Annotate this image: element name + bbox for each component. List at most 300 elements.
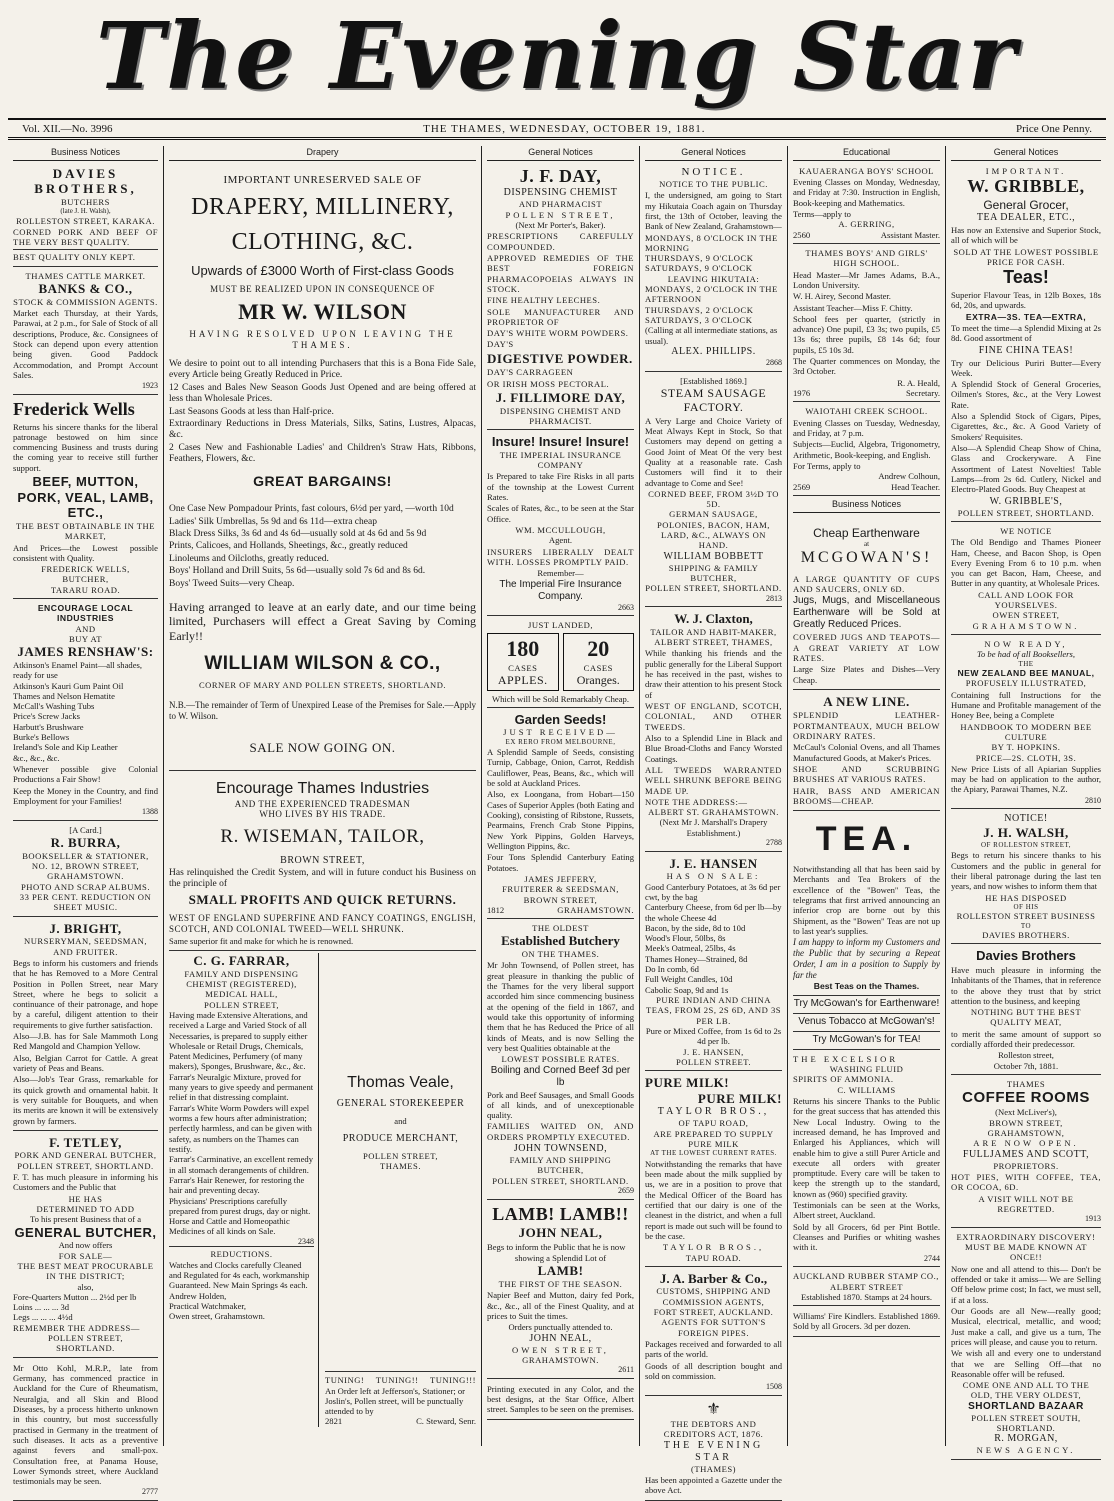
ad-number: 1812 — [487, 904, 505, 915]
ad-line: POLLEN STREET, SHORTLAND. — [645, 583, 782, 594]
ad-signature: C. WILLIAMS — [837, 1084, 896, 1095]
ad-body: SHOE AND SCRUBBING BRUSHES AT VARIOUS RATES. — [793, 763, 940, 785]
ad-line: GRAHAMSTOWN. — [522, 1354, 599, 1365]
ad-title: J. F. DAY, — [519, 165, 602, 186]
ad-j-bright — [13, 919, 158, 1131]
ad-line: [Established 1869.] — [680, 375, 747, 386]
ad-body: Has been appointed a Gazette under the above Act. — [645, 1475, 782, 1496]
ad-body: HOT PIES, WITH COFFEE, TEA, OR COCOA, 6D. — [951, 1171, 1101, 1193]
ad-line: SOLE MANUFACTURER AND PROPRIETOR OF — [487, 306, 634, 327]
ad-high-school — [793, 246, 940, 402]
ad-just-landed — [487, 618, 634, 708]
ad-line: ROLLESTON STREET BUSINESS — [956, 911, 1096, 922]
column-3 — [482, 146, 640, 1446]
ad-title: Established Butchery — [501, 933, 620, 949]
ad-body: A Splendid Stock of General Groceries, Oilmen's Stores, &c., at the Very Lowest Rate. — [951, 379, 1101, 410]
ad-line: A VISIT WILL NOT BE REGRETTED. — [978, 1193, 1074, 1214]
ad-title: SHORTLAND BAZAAR — [968, 1400, 1084, 1412]
ad-title: Thomas Veale, — [347, 1074, 454, 1092]
ad-wj-claxton — [645, 609, 782, 851]
volume-number: Vol. XII.—No. 3996 — [22, 122, 113, 135]
ad-line: ON THE THAMES. — [521, 949, 600, 960]
ad-line: TUNING!! — [375, 1375, 419, 1386]
ad-line: IMPORTANT UNRESERVED SALE OF — [223, 173, 422, 186]
ad-line: ENCOURAGE LOCAL INDUSTRIES — [37, 603, 134, 624]
ad-line: (Calling at all intermediate stations, as usual). — [645, 325, 778, 346]
ad-line: BROWN STREET, — [280, 854, 365, 866]
list-item: Price's Screw Jacks — [13, 711, 80, 722]
ad-body: Have much pleasure in informing the Inhabitants of the Thames, that in reference to the above they trust that by strict attention to the business, and keeping — [951, 964, 1101, 1006]
ad-line: FORT STREET, AUCKLAND. — [653, 1307, 774, 1318]
ad-line: HAVING RESOLVED UPON LEAVING THE THAMES. — [189, 329, 456, 351]
ad-line: THE BEST OBTAINABLE IN THE MARKET, — [16, 520, 155, 542]
ad-title: Cheap Earthenware — [813, 525, 920, 540]
price-line: Bacon, by the side, 8d to 10d — [645, 922, 746, 933]
ad-line: (Next Mr Porter's, Baker). — [515, 220, 606, 231]
ad-line: NOTHING BUT THE BEST QUALITY MEAT, — [970, 1007, 1082, 1028]
ad-line: SALE NOW GOING ON. — [249, 739, 396, 755]
seeds-footer — [487, 905, 634, 915]
column-heading: Business Notices — [13, 146, 158, 161]
ad-signature: A. GERRING, — [838, 219, 895, 230]
ad-line: PROPRIETORS. — [993, 1160, 1059, 1171]
ad-frederick-wells — [13, 397, 158, 599]
royal-crest-icon: ⚜ — [706, 1400, 721, 1418]
list-item: McCall's Washing Tubs — [13, 701, 95, 712]
price-line: Loins ... ... ... 3d — [13, 1302, 70, 1313]
ad-line: TAYLOR BROS., — [657, 1106, 770, 1118]
ad-f-tetley — [13, 1133, 158, 1358]
ad-body: to merit the same amount of support so cordially afforded their predecessor. — [951, 1028, 1101, 1050]
ad-body: While thanking his friends and the public generally for the Liberal Support he has received in the past, wishes to draw their attention to his present Stock of — [645, 648, 782, 700]
ad-line: Secretary. — [905, 388, 940, 399]
ad-title: NEW ZEALAND BEE MANUAL, — [957, 668, 1095, 679]
ad-imperial-insurance — [487, 432, 634, 616]
ad-r-burra — [13, 823, 158, 917]
ad-number: 2810 — [1085, 795, 1101, 805]
price-line: Thames Honey—Strained, 8d — [645, 953, 748, 964]
ad-line: GRAHAMSTOWN. — [557, 904, 634, 915]
ad-line: PRODUCE MERCHANT, — [342, 1132, 459, 1144]
ad-line: JUST LANDED, — [527, 620, 594, 631]
ad-mcgowans-tea — [793, 813, 940, 1049]
ad-line: SHORTLAND. — [56, 1343, 115, 1354]
ad-body: Pork and Beef Sausages, and Small Goods of all kinds, and of unexceptionable quality. — [487, 1089, 634, 1121]
ad-line: COME ONE AND ALL TO THE OLD, THE VERY OLDEST, — [962, 1380, 1090, 1401]
ad-line: ROLLESTON STREET, KARAKA. — [16, 215, 155, 226]
ad-body: Try our Delicious Puriri Butter—Every Week. — [951, 357, 1101, 378]
price-line: Good Canterbury Potatoes, at 3s 6d per cwt, by the bag — [645, 881, 781, 902]
ad-title: A NEW LINE. — [823, 693, 910, 709]
ad-line: POLLEN STREET, — [203, 999, 280, 1010]
ad-signature: R. MORGAN, — [994, 1433, 1058, 1445]
ad-line: Oranges. — [576, 673, 620, 688]
ad-line: THAMES CATTLE MARKET. — [25, 270, 146, 281]
ad-title: Encourage Thames Industries — [215, 780, 430, 798]
ad-body: Printing executed in any Color, and the best designs, at the Star Office, Albert street. Samples to be seen on the premises. — [487, 1383, 634, 1415]
ad-line: NURSERYMAN, SEEDSMAN, AND FRUITER. — [24, 936, 147, 957]
column-4 — [640, 146, 788, 1496]
ad-line: WEST OF ENGLAND SUPERFINE AND FANCY COATINGS, ENGLISH, SCOTCH, AND COLONIAL TWEED—WELL SHRUNK. — [169, 913, 476, 935]
ad-line: AGENTS FOR SUTTON'S FOREIGN PIPES. — [661, 1317, 766, 1338]
ad-line: Head Teacher. — [891, 481, 940, 492]
ad-signature: C. Steward, Senr. — [416, 1416, 476, 1427]
ad-line: ARE PREPARED TO SUPPLY PURE MILK — [653, 1128, 774, 1150]
list-item: Harbutt's Brushware — [13, 721, 84, 732]
ad-body: Returns his sincere thanks for the liberal patronage bestowed on him since commencing Business and trusts during the coming year to receive still further support. — [13, 421, 158, 473]
ad-kauaeranga-school — [793, 164, 940, 244]
ad-body: Farrar's Carminative, an excellent remedy in all stomach derangements of children. — [169, 1154, 313, 1175]
ad-body: Has now an Extensive and Superior Stock, all of which will be — [951, 225, 1101, 246]
ad-line: Try McGowan's for TEA! — [793, 1031, 940, 1046]
ad-title: WAIOTAHI CREEK SCHOOL. — [805, 406, 928, 417]
ad-ja-barber — [645, 1269, 782, 1396]
ad-number: 1508 — [766, 1382, 782, 1392]
ad-number: 2659 — [618, 1186, 634, 1195]
price-line: Boys' Holland and Drill Suits, 5s 6d—usually sold 7s 6d and 8s 6d. — [169, 566, 426, 577]
ad-line: OF HIS — [1013, 902, 1039, 911]
price-line: PURE INDIAN AND CHINA TEAS, FROM 2S, 2S 6D, AND 3S PER LB. — [645, 995, 782, 1026]
ad-line: IMPORTANT. — [985, 165, 1067, 176]
ad-line: The Imperial Fire Insurance Company. — [499, 578, 622, 602]
ad-body: Sold by all Grocers, 6d per Pint Bottle. Cleanses and Purifies or whiting washes with it. — [793, 1221, 940, 1253]
ad-title: PURE MILK! — [645, 1075, 730, 1091]
ad-body: Notwithstanding all that has been said by Merchants and Tea Brokers of the excellence of the "Bowen" Teas, the telegrams that first arrived announcing an inferior crop are borne out by this Shipment, as the "Bowen" Teas are not up to last year's supplies. — [793, 864, 940, 936]
ad-line: THAMES — [1006, 1079, 1046, 1090]
ad-line: W. H. Airey, Second Master. — [793, 291, 891, 302]
ad-line: (Next McLiver's), — [995, 1107, 1057, 1118]
ad-body: Evening Classes on Tuesday, Wednesday, and Friday, at 7 p.m. — [793, 417, 940, 438]
ad-body: Also—Job's Tear Grass, remarkable for its quick growth and ornamental habit. It is very suitable for Bouquets, and when its merits are known it will be extensively grown by farmers. — [13, 1074, 158, 1126]
ad-cg-farrar — [169, 953, 319, 1427]
ad-line: MUST BE REALIZED UPON IN CONSEQUENCE OF — [210, 284, 435, 295]
ad-signature: WM. MCCULLOUGH, — [515, 524, 606, 535]
column-1 — [8, 146, 164, 1497]
price-line: Fore-Quarters Mutton ... 2½d per lb — [13, 1291, 137, 1302]
ad-title: STEAM SAUSAGE FACTORY. — [660, 385, 767, 415]
ad-body: Goods of all description bought and sold on commission. — [645, 1360, 782, 1381]
ad-body: New Price Lists of all Apiarian Supplies may be had on application to the author, the Apiary, Parawai Thames, N.Z. — [951, 763, 1101, 795]
ad-body: Our Goods are all New—really good; Musical, electrical, metallic, and wood; Just make a call, and give us a turn, The prices will please, and cause you to return. — [951, 1305, 1101, 1347]
ad-body: Has relinquished the Credit System, and will in future conduct his Business on the principle of — [169, 867, 476, 890]
ad-line: TARARU ROAD. — [50, 584, 121, 595]
ad-title: DAVIES BROTHERS, — [34, 165, 137, 197]
column-5 — [788, 146, 946, 1446]
ad-line: OWEN STREET, — [512, 1344, 609, 1355]
ad-line: POLLEN STREET. — [675, 1056, 752, 1067]
ad-line: Best Teas on the Thames. — [813, 981, 920, 992]
ad-body: I, the undersigned, am going to Start my Hikutaia Coach again on Thursday first, the 13th of October, leaving the Bank of New Zealand, Grahamstown— — [645, 190, 782, 232]
ad-line: POLLEN STREET, — [362, 1150, 439, 1161]
ad-line: TO — [1020, 921, 1032, 930]
ad-body: Having arranged to leave at an early date, and our time being limited, Purchasers will effect a Great Saving by Coming Early!! — [169, 600, 476, 643]
ad-line: DAY'S WHITE WORM POWDERS. — [487, 328, 629, 339]
ad-body: The Quarter commences on Monday, the 3rd October. — [793, 356, 940, 377]
timetable-line: MONDAYS, 2 O'CLOCK IN THE AFTERNOON — [645, 284, 778, 305]
ad-line: DAVIES BROTHERS. — [982, 930, 1070, 940]
ad-line: SHIPPING & FAMILY BUTCHER, — [668, 562, 759, 584]
price-line: Black Dress Silks, 3s 6d and 4s 6d—usually sold at 4s 6d and 5s 9d — [169, 529, 427, 540]
ad-line: And now offers — [58, 1240, 113, 1251]
ad-line: FINE HEALTHY LEECHES. — [487, 295, 601, 306]
ad-line: Assistant Master. — [880, 229, 940, 240]
ad-line: DAY'S CARRAGEEN — [487, 367, 574, 378]
ad-body: Physicians' Prescriptions carefully prepared from purest drugs, day or night. — [169, 1195, 311, 1216]
ad-body: Market each Thursday, at their Yards, Parawai, at 2 p.m., for Sale of Stock of all descriptions, Produce, &c. Consignees of Stock can depend upon every attention being given. Good Paddock Accommodation, and Prompt Account Sales. — [13, 308, 158, 381]
ad-line: SMALL PROFITS AND QUICK RETURNS. — [188, 891, 457, 907]
ad-line: REMEMBER THE ADDRESS— — [13, 1322, 140, 1333]
ad-number: 2560 — [793, 229, 811, 240]
ad-line: CORNED PORK AND BEEF OF THE VERY BEST QUALITY. — [13, 227, 158, 248]
ad-line: DIGESTIVE POWDER. — [487, 350, 633, 366]
ad-body: Begs to return his sincere thanks to his Customers and the public in general for their liberal patronage during the last ten years, and now wishes to inform them that — [951, 850, 1101, 892]
timetable-line: MONDAYS, 8 O'CLOCK IN THE MORNING — [645, 232, 778, 253]
ad-thomas-veale — [325, 953, 476, 1427]
ad-line: [A Card.] — [69, 824, 102, 835]
ad-title: J. BRIGHT, — [49, 920, 122, 936]
column-heading: General Notices — [645, 146, 782, 161]
ad-body: 12 Cases and Bales New Season Goods Just Opened and are being offered at less than Wholesale Prices. — [169, 382, 476, 405]
ad-signature: Andrew Holden, — [169, 1290, 227, 1301]
ad-title: THAMES BOYS' AND GIRLS' HIGH SCHOOL. — [805, 247, 928, 269]
ad-line: OF ROLLESTON STREET, — [980, 840, 1072, 849]
ad-line: LOWEST POSSIBLE RATES. — [501, 1054, 620, 1065]
ad-line: DISPENSING CHEMIST — [503, 187, 618, 199]
ad-body: Testimonials can be seen at the Works, Albert street, Auckland. — [793, 1200, 940, 1221]
ad-title: KAUAERANGA BOYS' SCHOOL — [799, 165, 934, 176]
price-line: Pure or Mixed Coffee, from 1s 6d to 2s 4d per lb. — [645, 1025, 782, 1047]
ad-title: R. BURRA, — [50, 835, 121, 851]
ad-sausage-factory — [645, 374, 782, 608]
ad-title: TEA. — [815, 820, 918, 859]
issue-date: THE THAMES, WEDNESDAY, OCTOBER 19, 1881. — [423, 122, 706, 135]
fruit-boxes — [487, 633, 634, 690]
ad-body: School fees per quarter, (strictly in advance) One pupil, £3 3s; two pupils, £5 13s 6s; three pupils, £8 14s 6d; four pupils, £5 10s 3d. — [793, 313, 940, 355]
ad-title: J. FILLIMORE DAY, — [495, 389, 626, 405]
ad-title: J. H. WALSH, — [983, 825, 1069, 841]
ad-pure-milk — [645, 1073, 782, 1267]
ad-w-gribble — [951, 164, 1101, 522]
ad-line: also, — [77, 1281, 94, 1292]
ad-line: October 7th, 1881. — [993, 1060, 1059, 1071]
ad-line: PHOTO AND SCRAP ALBUMS. — [21, 881, 150, 892]
ad-body: HAIR, BASS AND AMERICAN BROOMS—CHEAP. — [793, 785, 940, 806]
ad-line: FRUITERER & SEEDSMAN, — [502, 884, 619, 895]
ad-line: GENERAL BUTCHER, — [14, 1224, 157, 1240]
ad-title: W. GRIBBLE, — [967, 176, 1085, 197]
ad-line: CORNER OF MARY AND POLLEN STREETS, SHORTLAND. — [199, 679, 446, 690]
ad-line: TAILOR AND HABIT-MAKER, — [650, 626, 777, 637]
ad-line: LAMB! — [537, 1263, 584, 1279]
high-footer — [793, 388, 940, 398]
ad-line: GRAHAMSTOWN. — [47, 871, 124, 882]
ad-body: 2 Cases New and Fashionable Ladies' and Children's Straw Hats, Ribbons, Feathers, Flowers, &c. — [169, 442, 476, 465]
ad-signature: ALEX. PHILLIPS. — [671, 345, 756, 357]
ad-body: Also, Belgian Carrot for Cattle. A great variety of Peas and Beans. — [13, 1052, 158, 1073]
ad-line: (Next Mr J. Marshall's Drapery Establishment.) — [659, 817, 768, 838]
ad-line: TAPU ROAD. — [685, 1252, 742, 1263]
ad-title: PURE MILK! — [697, 1090, 782, 1106]
ad-line: THE OLDEST — [532, 923, 589, 934]
ad-title: Davies Brothers — [976, 948, 1076, 964]
ad-line: 33 PER CENT. REDUCTION ON SHEET MUSIC. — [19, 892, 152, 913]
ad-number: 2777 — [142, 1487, 158, 1497]
ad-line: Established 1870. Stamps at 24 hours. — [800, 1291, 933, 1302]
ad-body: Watches and Clocks carefully Cleaned and Regulated for 4s each, workmanship Guaranteed. New Main Springs 4s each. — [169, 1259, 310, 1291]
ad-signature: W. GRIBBLE'S, — [989, 495, 1063, 507]
ad-body: Evening Classes on Monday, Wednesday, and Friday at 7:30. Instruction in English, Book-keeping and Mathematics. — [793, 177, 940, 208]
ad-line: EX RERO FROM MELBOURNE, — [505, 737, 616, 746]
ad-signature: JOHN TOWNSEND, — [513, 1143, 608, 1155]
tuning-headings — [325, 1375, 476, 1385]
masthead — [0, 0, 1114, 112]
price-line: Ladies' Silk Umbrellas, 5s 9d and 6s 11d—extra cheap — [169, 516, 377, 527]
ad-line: Practical Watchmaker, — [169, 1300, 247, 1311]
ad-line: HANDBOOK TO MODERN BEE CULTURE — [960, 721, 1092, 742]
ad-line: Teas! — [1003, 267, 1049, 288]
wai-footer — [793, 482, 940, 492]
ad-body: Jugs, Mugs, and Miscellaneous Earthenware will be Sold at Greatly Reduced Prices. — [793, 595, 940, 631]
ad-wilson-drapery-sale — [169, 164, 476, 772]
list-item: Atkinson's Enamel Paint—all shades, ready for use — [13, 659, 143, 681]
ad-fire-kindlers — [793, 1308, 940, 1337]
ad-townsend-butchery — [487, 921, 634, 1199]
ad-number: 1976 — [793, 388, 811, 399]
ad-line: Orders punctually attended to. — [508, 1322, 613, 1333]
ad-line: NOTICE TO THE PUBLIC. — [659, 178, 768, 189]
ad-tuning — [325, 1371, 476, 1427]
ad-body: Farrar's Neuralgic Mixture, proved for many years to give speedy and permanent relief in that distressing complaint. — [169, 1071, 314, 1103]
ad-line: FINE CHINA TEAS! — [978, 344, 1074, 356]
ad-body: Scales of Rates, &c., to be seen at the Star Office. — [487, 503, 634, 524]
ad-line: BEST QUALITY ONLY KEPT. — [13, 249, 158, 262]
ad-line: AND PHARMACIST — [518, 199, 603, 210]
ad-jh-walsh — [951, 811, 1101, 944]
ad-title: THE EXCELSIOR — [793, 1053, 899, 1064]
ad-body: We desire to point out to all intending Purchasers that this is a Bona Fide Sale, every Article being Greatly Reduced in Price. — [169, 358, 476, 381]
ad-body: Horse and Cattle and Homeopathic Medicines of all kinds on Sale. — [169, 1216, 290, 1237]
ad-title: R. WISEMAN, TAILOR, — [220, 826, 425, 848]
ad-line: JOHN NEAL, — [518, 1225, 603, 1241]
case-count: 20 — [587, 636, 610, 662]
ad-line: CUSTOMS, SHIPPING AND COMMISSION AGENTS, — [656, 1286, 771, 1307]
ad-line: AT THE LOWEST CURRENT RATES. — [650, 1149, 777, 1158]
ad-title: DRAPERY, MILLINERY, — [191, 193, 454, 220]
ad-line: showing a Splendid Lot of — [514, 1253, 607, 1264]
ad-line: THE IMPERIAL INSURANCE COMPANY — [499, 449, 622, 471]
ad-body: A LARGE QUANTITY OF CUPS AND SAUCERS, ONLY 6D. — [793, 573, 940, 594]
ad-number: 2744 — [924, 1253, 940, 1263]
price-line: Canterbury Cheese, from 6d per lb—by the whole Cheese 4d — [645, 902, 782, 923]
ad-line: CASES — [583, 662, 613, 673]
ad-line: JUST RECEIVED— — [503, 727, 618, 738]
ad-line: For Terms, apply to — [793, 460, 861, 471]
price-line: Full Weight Candles, 10d — [645, 974, 733, 985]
tuning-footer — [325, 1416, 476, 1426]
ad-line: THE BEST MEAT PROCURABLE IN THE DISTRICT; — [17, 1260, 154, 1282]
ad-line: Owen street, Grahamstown. — [169, 1311, 265, 1322]
ad-line: Terms—apply to — [793, 209, 851, 220]
ad-body: Farrar's White Worm Powders will expel worms a few hours after administration; perfectly harmless, and can be given with safety, as numbers on the Thames can testify. — [169, 1102, 312, 1154]
ad-line: POLLEN STREET, SHORTLAND. — [957, 507, 1095, 518]
ad-number: 1913 — [1085, 1214, 1101, 1224]
ad-line: THE — [1018, 659, 1034, 668]
ad-line: REDUCTIONS. — [169, 1246, 314, 1259]
ad-line: BROWN STREET, — [523, 894, 598, 905]
ad-line: BY T. HOPKINS. — [991, 742, 1061, 753]
ad-line: HE HAS DISPOSED — [985, 892, 1067, 903]
ad-line: BUTCHERS — [61, 196, 110, 207]
ad-signature: Andrew Colhoun, — [878, 471, 940, 482]
ad-line: EXTRA—3S. TEA—EXTRA, — [965, 311, 1087, 322]
oranges-box — [563, 633, 635, 690]
ad-line: THAMES. — [380, 1160, 421, 1171]
ad-title: COFFEE ROOMS — [962, 1089, 1090, 1107]
ad-jf-day — [487, 164, 634, 430]
ad-line: POLLEN STREET SOUTH, SHORTLAND. — [971, 1412, 1081, 1434]
ad-line: Assistant Teacher—Miss F. Chitty. — [793, 302, 913, 313]
ad-body: To meet the time—a Splendid Mixing at 2s 8d. Good assortment of — [951, 322, 1101, 344]
column-subheading: Business Notices — [793, 498, 940, 513]
ad-waiotahi-school — [793, 404, 940, 496]
ad-line: GERMAN SAUSAGE, POLONIES, BACON, HAM, LARD, &C., ALWAYS ON HAND. — [657, 509, 770, 551]
ad-title: BANKS & CO., — [38, 281, 133, 297]
apples-box — [487, 633, 559, 690]
bottom-ads-row — [169, 953, 476, 1427]
ad-line: NOTE THE ADDRESS:— — [645, 796, 748, 807]
ad-line: POLLEN STREET, — [47, 1333, 124, 1344]
ad-body: Also, ex Loongana, from Hobart—150 Cases of Superior Apples (both Eating and Cooking), consisting of Ribstone, Russets, Pearmains, French Crab Stone Pippins, New York Pippins, Golden Harveys, Wellington Pippins, &c. — [487, 789, 634, 851]
ad-line: BROWN STREET, GRAHAMSTOWN, — [987, 1117, 1065, 1138]
timetable-line: SATURDAYS, 9 O'CLOCK — [645, 263, 753, 274]
ad-line: POLLEN STREET, SHORTLAND. — [492, 1175, 629, 1186]
ad-number: 1388 — [142, 807, 158, 817]
ad-line: at — [863, 540, 870, 549]
ad-body: McCaul's Colonial Ovens, and all Thames Manufactured Goods, at Maker's Prices. — [793, 742, 940, 763]
ad-signature: R. A. Heald, — [897, 377, 940, 388]
ad-line: OF TAPU ROAD, — [678, 1118, 749, 1129]
ad-body: Also to a Splendid Line in Black and Blue Broad-Cloths and Fancy Worsted Coatings. — [645, 732, 782, 764]
ad-james-renshaw — [13, 601, 158, 821]
ad-line: INSURERS LIBERALLY DEALT WITH. LOSSES PROMPTLY PAID. — [487, 546, 634, 567]
ad-line: CASES — [508, 662, 538, 673]
ad-line: Remember— — [537, 568, 584, 579]
price-line: Boys' Tweed Suits—very Cheap. — [169, 578, 295, 589]
ad-line: STOCK & COMMISSION AGENTS. — [13, 296, 158, 307]
price-line: Meek's Oatmeal, 25lbs, 4s — [645, 943, 736, 954]
item-list — [13, 660, 158, 763]
ad-title: C. G. FARRAR, — [193, 953, 290, 969]
ad-line: ALBERT STREET — [830, 1281, 903, 1292]
ad-line: WHO LIVES BY HIS TRADE. — [259, 809, 386, 820]
ad-number: 2813 — [766, 593, 782, 603]
ad-rubber-stamp — [793, 1269, 940, 1306]
ad-line: NO. 12, BROWN STREET, — [31, 861, 140, 872]
ad-signature: JOHN NEAL, — [529, 1332, 592, 1344]
ad-title: J. A. Barber & Co., — [659, 1270, 768, 1286]
ad-line: DETERMINED TO ADD — [36, 1204, 135, 1215]
ad-body: An Order left at Jefferson's, Stationer; or Joslin's, Pollen street, will be punctually attended to by — [325, 1385, 466, 1417]
ad-line: Keep the Money in the Country, and find Employment for your Families! — [13, 785, 158, 806]
ad-number: 2348 — [298, 1236, 314, 1246]
ad-signature: FREDERICK WELLS, — [41, 564, 130, 575]
price-line: Do In comb, 6d — [645, 964, 699, 975]
dateline — [8, 118, 1106, 140]
ad-line: WASHING FLUID — [829, 1064, 904, 1075]
ad-line: NOW READY, — [984, 639, 1068, 649]
ad-line: THE EVENING STAR — [663, 1439, 764, 1463]
ad-number: 2788 — [766, 838, 782, 848]
